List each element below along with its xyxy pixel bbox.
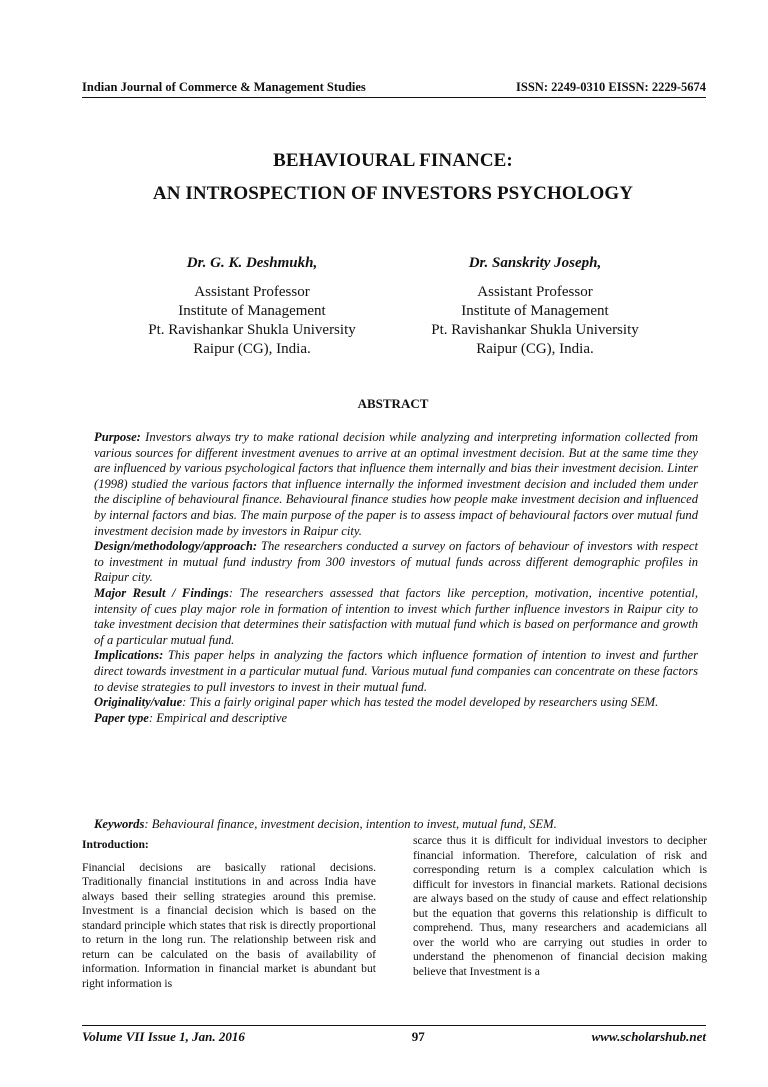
abstract-purpose — [94, 430, 698, 539]
author-city: Raipur (CG), India. — [476, 341, 594, 357]
abstract-paper-type — [94, 711, 698, 727]
body-paragraph-left: Financial decisions are basically rational decisions. Traditionally financial institutions in and across India have always based their selling strategies around this premise. Investment is a financial decision which is based on the standard principle which states that risk is directly proportional to return in the long run. The relationship between risk and return can be calculated on the basis of availability of information. Information in financial market is abundant but right information is — [82, 860, 376, 990]
papertype-text: : Empirical and descriptive — [148, 710, 288, 725]
abstract-originality — [94, 695, 698, 711]
author-role: Assistant Professor — [194, 284, 310, 300]
introduction-heading: Introduction: — [82, 838, 149, 851]
author-block-2 — [415, 254, 655, 359]
issn: ISSN: 2249-0310 EISSN: 2229-5674 — [516, 80, 706, 94]
journal-name: Indian Journal of Commerce & Management Studies — [82, 80, 366, 94]
website-link[interactable]: www.scholarshub.net — [591, 1029, 706, 1044]
page-number: 97 — [411, 1029, 425, 1044]
abstract-findings — [94, 586, 698, 648]
author-city: Raipur (CG), India. — [193, 341, 311, 357]
keywords-label: Keywords — [94, 817, 145, 831]
originality-label: Originality/value — [94, 695, 183, 710]
author-name: Dr. Sanskrity Joseph, — [468, 255, 602, 271]
papertype-label: Paper type — [94, 710, 149, 725]
volume-issue: Volume VII Issue 1, Jan. 2016 — [82, 1029, 245, 1044]
abstract-implications — [94, 648, 698, 695]
design-label: Design/methodology/approach: — [94, 539, 258, 554]
paper-title-line2: AN INTROSPECTION OF INVESTORS PSYCHOLOGY — [152, 183, 634, 204]
author-block-1 — [132, 254, 372, 359]
abstract-design — [94, 539, 698, 586]
keywords — [94, 817, 704, 832]
author-institute: Institute of Management — [461, 303, 609, 319]
page-footer — [82, 1025, 706, 1045]
implications-text: This paper helps in analyzing the factors which influence formation of intention to invest and further direct towards investment in a particular mutual fund. Various mutual fund companies can concentrate on these factors to devise strategies to pull investors to invest in their mutual fund. — [94, 648, 698, 694]
body-column-left — [82, 838, 376, 991]
author-name: Dr. G. K. Deshmukh, — [186, 255, 318, 271]
abstract-heading: ABSTRACT — [357, 396, 429, 411]
body-paragraph-right: scarce thus it is difficult for individual investors to decipher financial information. Therefore, calculation of risk and corresponding return is a complex calculation which is difficult for investors in financial markets. Rational decisions are always based on the study of cause and effect relationship but the equation that governs this relationship is difficult to comprehend. Thus, many researchers and academicians all over the world who are carrying out studies in order to understand the phenomenon of financial decision making believe that Investment is a — [413, 834, 707, 978]
running-header — [82, 80, 706, 98]
body-column-right — [413, 834, 707, 979]
abstract-body — [94, 430, 698, 726]
author-role: Assistant Professor — [477, 284, 593, 300]
author-university: Pt. Ravishankar Shukla University — [148, 322, 356, 338]
findings-text: : The researchers assessed that factors like perception, motivation, incentive potential, intensity of cues play major role in formation of intention to invest which further influence investors in Raipur city to take investment decision that determines their satisfaction with mutual fund which is based on performance and growth of a particular mutual fund. — [94, 585, 698, 647]
author-institute: Institute of Management — [178, 303, 326, 319]
originality-text: : This a fairly original paper which has tested the model developed by researchers using SEM. — [182, 695, 659, 710]
purpose-text: Investors always try to make rational decision while analyzing and interpreting information collected from various sources for different investment avenues to arrive at an optimal investment decision. But at the same time they are influenced by various psychological factors that influence them internally and bias their investment decision. Linter (1998) studied the various factors that influence internally the informed investment decision and included them under the discipline of behavioural finance. Behavioural finance studies how people make investment decision and influenced by internal factors and bias. The main purpose of the paper is to assess impact of behavioural factors over mutual fund investment decision made by investors in Raipur city. — [94, 430, 698, 538]
implications-label: Implications: — [94, 648, 164, 663]
purpose-label: Purpose: — [94, 430, 141, 444]
findings-label: Major Result / Findings — [94, 585, 229, 600]
keywords-text: : Behavioural finance, investment decision, intention to invest, mutual fund, SEM. — [144, 817, 557, 831]
paper-title-line1: BEHAVIOURAL FINANCE: — [273, 150, 513, 171]
author-university: Pt. Ravishankar Shukla University — [431, 322, 639, 338]
design-text: The researchers conducted a survey on factors of behaviour of investors with respect to investment in mutual fund industry from 300 investors of mutual funds across different demographic profiles in Raipur city. — [94, 539, 698, 585]
